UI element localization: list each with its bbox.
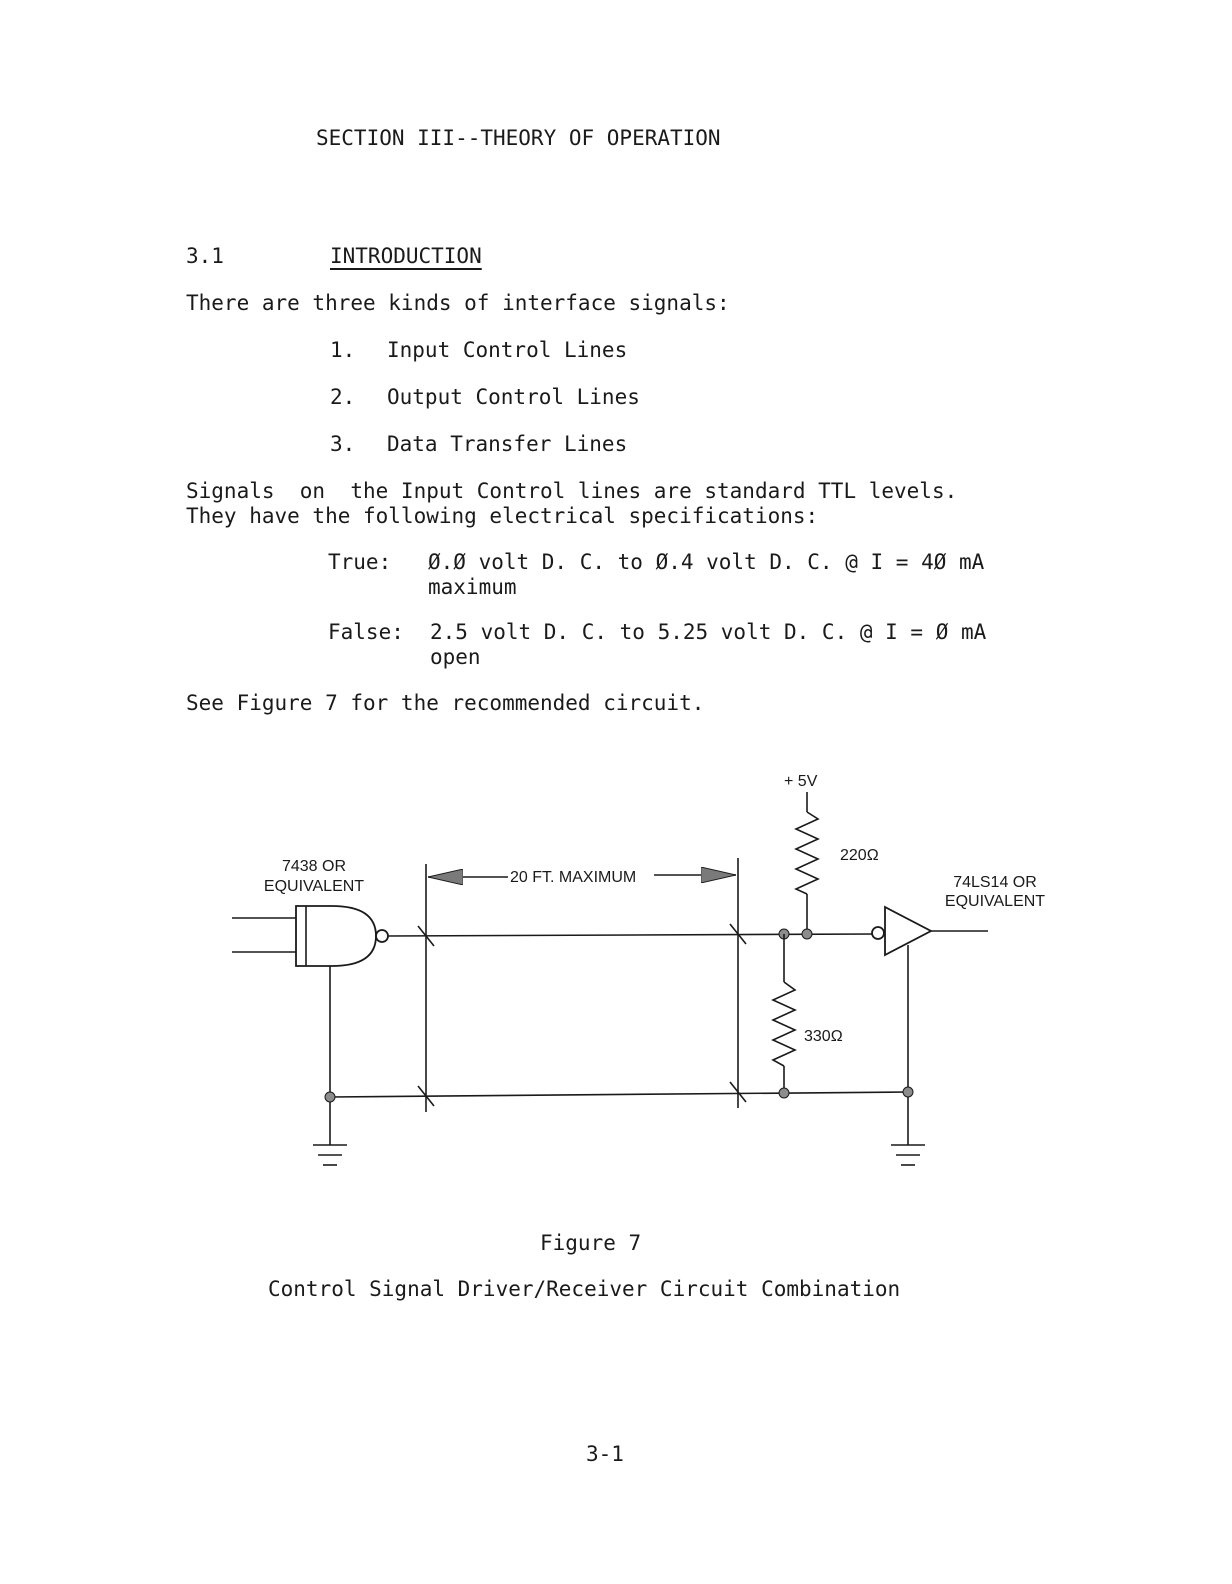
list-item-number: 1. <box>330 338 356 362</box>
paragraph-line: Signals on the Input Control lines are standard TTL levels. <box>186 479 958 503</box>
junction-dot <box>325 1092 335 1102</box>
receiver-chip-label: EQUIVALENT <box>944 893 1046 910</box>
section-title: SECTION III--THEORY OF OPERATION <box>316 126 721 150</box>
intro-text: There are three kinds of interface signals: <box>186 291 730 315</box>
page-number: 3-1 <box>586 1442 624 1466</box>
receiver-chip-label: 74LS14 OR <box>953 874 1037 891</box>
list-item-number: 3. <box>330 432 356 456</box>
spec-true-value: Ø.Ø volt D. C. to Ø.4 volt D. C. @ I = 4Ø mA <box>428 550 985 574</box>
list-item: Data Transfer Lines <box>387 432 628 456</box>
junction-dot <box>802 929 812 939</box>
pull-up-resistor <box>796 812 818 894</box>
supply-label: + 5V <box>784 773 818 790</box>
driver-chip-label: 7438 OR <box>281 858 347 875</box>
pull-down-resistor <box>773 982 795 1066</box>
spec-true-note: maximum <box>428 575 517 599</box>
spec-false-note: open <box>430 645 481 669</box>
ground-return-line <box>330 1092 908 1097</box>
list-item-number: 2. <box>330 385 356 409</box>
driver-gate <box>296 906 376 966</box>
figure-number: Figure 7 <box>540 1231 642 1255</box>
section-number: 3.1 <box>186 244 224 268</box>
pull-down-resistor-label: 330Ω <box>804 1028 843 1045</box>
distance-label: 20 FT. MAXIMUM <box>510 869 637 886</box>
ground-symbol-right <box>891 1145 925 1165</box>
junction-dot <box>903 1087 913 1097</box>
list-item: Output Control Lines <box>387 385 640 409</box>
spec-true-label: True: <box>328 550 392 574</box>
list-item: Input Control Lines <box>387 338 628 362</box>
ground-symbol-left <box>313 1145 347 1165</box>
spec-false-value: 2.5 volt D. C. to 5.25 volt D. C. @ I = Ø mA <box>430 620 987 644</box>
driver-chip-label: EQUIVALENT <box>263 878 365 895</box>
figure-caption: Control Signal Driver/Receiver Circuit Combination <box>268 1277 901 1301</box>
paragraph-line: They have the following electrical specifications: <box>186 504 819 528</box>
section-heading: INTRODUCTION <box>330 244 482 268</box>
driver-inversion-bubble <box>376 930 388 942</box>
receiver-inversion-bubble <box>872 927 884 939</box>
spec-false-label: False: <box>328 620 404 644</box>
pull-up-resistor-label: 220Ω <box>840 847 879 864</box>
junction-dot <box>779 1088 789 1098</box>
see-figure-text: See Figure 7 for the recommended circuit. <box>186 691 705 715</box>
